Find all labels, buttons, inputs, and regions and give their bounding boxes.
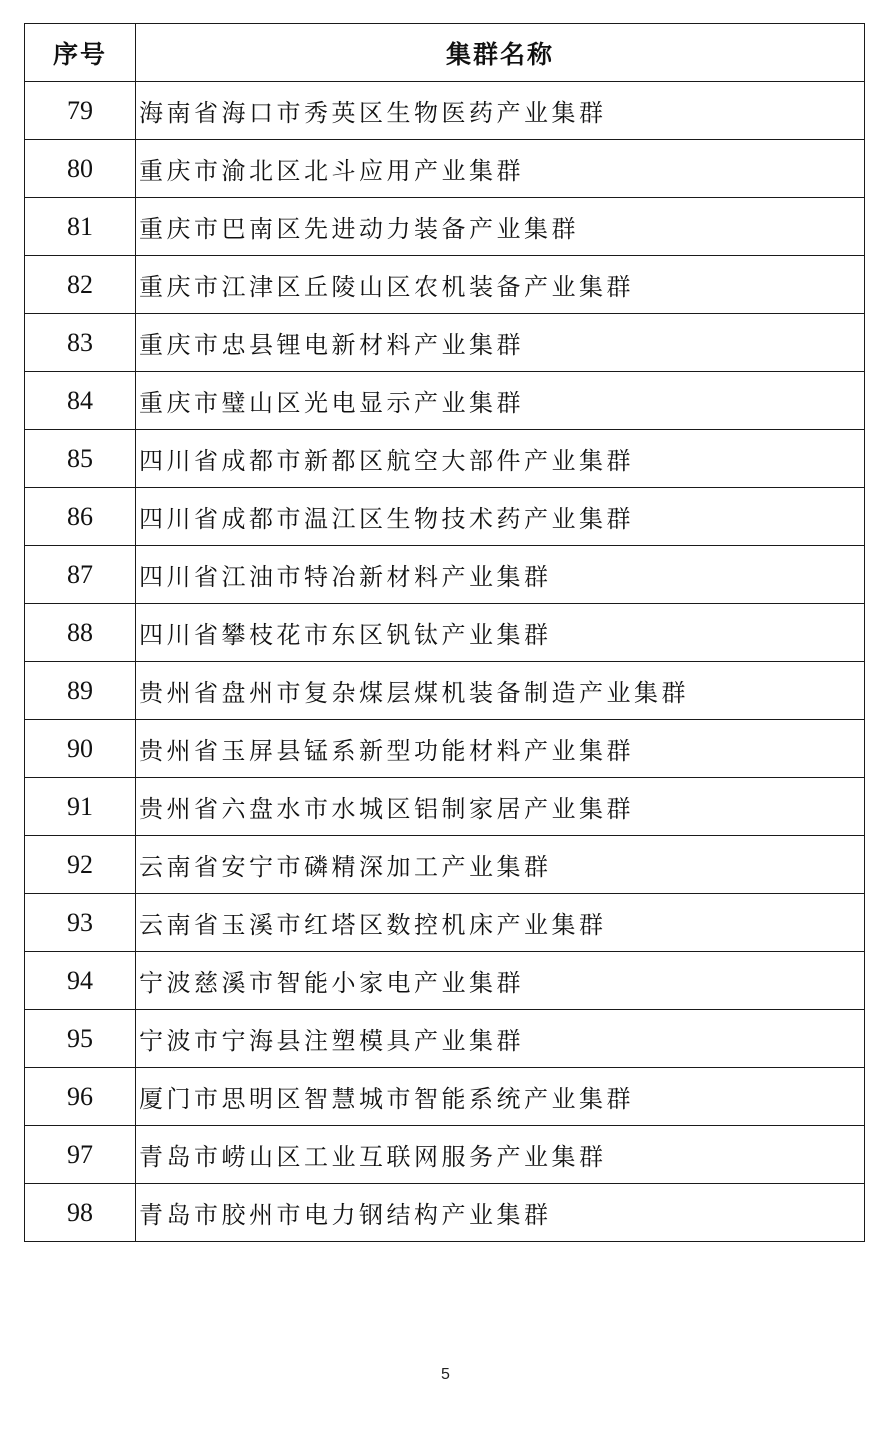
serial-number-cell: 95	[25, 1010, 136, 1068]
page-number: 5	[441, 1366, 450, 1383]
header-cluster-name: 集群名称	[136, 24, 865, 82]
cluster-name-cell: 重庆市渝北区北斗应用产业集群	[136, 140, 865, 198]
table-row	[25, 372, 865, 430]
cluster-name-cell: 四川省成都市温江区生物技术药产业集群	[136, 488, 865, 546]
cluster-name-cell: 云南省玉溪市红塔区数控机床产业集群	[136, 894, 865, 952]
cluster-name-cell: 重庆市巴南区先进动力装备产业集群	[136, 198, 865, 256]
serial-number-cell: 91	[25, 778, 136, 836]
cluster-name-cell: 青岛市崂山区工业互联网服务产业集群	[136, 1126, 865, 1184]
serial-number-cell: 86	[25, 488, 136, 546]
serial-number-cell: 90	[25, 720, 136, 778]
cluster-name-cell: 云南省安宁市磷精深加工产业集群	[136, 836, 865, 894]
serial-number-cell: 82	[25, 256, 136, 314]
serial-number-cell: 81	[25, 198, 136, 256]
cluster-name-cell: 贵州省盘州市复杂煤层煤机装备制造产业集群	[136, 662, 865, 720]
table-row	[25, 82, 865, 140]
table-row	[25, 546, 865, 604]
header-serial-number: 序号	[25, 24, 136, 82]
table-header-row	[25, 24, 865, 82]
table-row	[25, 952, 865, 1010]
table-row	[25, 720, 865, 778]
cluster-name-cell: 宁波慈溪市智能小家电产业集群	[136, 952, 865, 1010]
table-row	[25, 604, 865, 662]
serial-number-cell: 93	[25, 894, 136, 952]
cluster-name-cell: 厦门市思明区智慧城市智能系统产业集群	[136, 1068, 865, 1126]
serial-number-cell: 83	[25, 314, 136, 372]
serial-number-cell: 88	[25, 604, 136, 662]
table-row	[25, 662, 865, 720]
table-row	[25, 836, 865, 894]
cluster-name-cell: 重庆市江津区丘陵山区农机装备产业集群	[136, 256, 865, 314]
cluster-name-cell: 四川省攀枝花市东区钒钛产业集群	[136, 604, 865, 662]
table-row	[25, 488, 865, 546]
cluster-table	[24, 23, 865, 1242]
serial-number-cell: 80	[25, 140, 136, 198]
serial-number-cell: 97	[25, 1126, 136, 1184]
cluster-name-cell: 重庆市璧山区光电显示产业集群	[136, 372, 865, 430]
serial-number-cell: 89	[25, 662, 136, 720]
table-row	[25, 314, 865, 372]
serial-number-cell: 84	[25, 372, 136, 430]
serial-number-cell: 87	[25, 546, 136, 604]
serial-number-cell: 79	[25, 82, 136, 140]
cluster-name-cell: 海南省海口市秀英区生物医药产业集群	[136, 82, 865, 140]
table-row	[25, 1010, 865, 1068]
cluster-name-cell: 宁波市宁海县注塑模具产业集群	[136, 1010, 865, 1068]
serial-number-cell: 85	[25, 430, 136, 488]
table-row	[25, 198, 865, 256]
cluster-name-cell: 重庆市忠县锂电新材料产业集群	[136, 314, 865, 372]
table-row	[25, 256, 865, 314]
table-row	[25, 1184, 865, 1242]
serial-number-cell: 94	[25, 952, 136, 1010]
cluster-name-cell: 贵州省玉屏县锰系新型功能材料产业集群	[136, 720, 865, 778]
table-row	[25, 1068, 865, 1126]
cluster-name-cell: 贵州省六盘水市水城区铝制家居产业集群	[136, 778, 865, 836]
table-row	[25, 140, 865, 198]
table-row	[25, 894, 865, 952]
cluster-name-cell: 青岛市胶州市电力钢结构产业集群	[136, 1184, 865, 1242]
serial-number-cell: 96	[25, 1068, 136, 1126]
cluster-name-cell: 四川省成都市新都区航空大部件产业集群	[136, 430, 865, 488]
table-row	[25, 778, 865, 836]
serial-number-cell: 98	[25, 1184, 136, 1242]
table-row	[25, 1126, 865, 1184]
serial-number-cell: 92	[25, 836, 136, 894]
cluster-name-cell: 四川省江油市特冶新材料产业集群	[136, 546, 865, 604]
table-body	[25, 82, 865, 1242]
table-row	[25, 430, 865, 488]
